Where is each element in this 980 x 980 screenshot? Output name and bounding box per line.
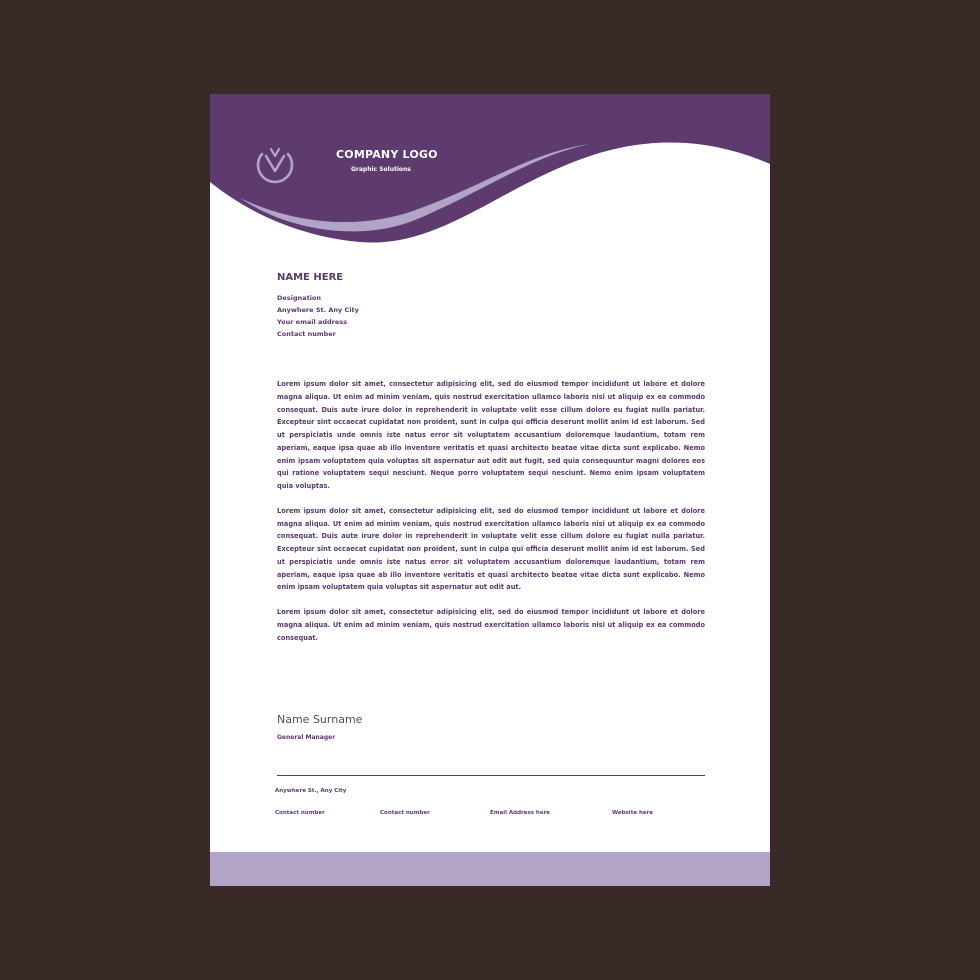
signer-title: General Manager <box>277 734 336 741</box>
letter-body <box>277 378 705 656</box>
footer-divider <box>277 775 705 776</box>
company-logo-text: COMPANY LOGO <box>336 148 438 161</box>
v-check-circle-icon <box>254 144 296 186</box>
letterhead-page <box>210 94 770 886</box>
body-paragraph: Lorem ipsum dolor sit amet, consectetur adipisicing elit, sed do eiusmod tempor incididunt ut labore et dolore magna aliqua. Ut enim ad minim veniam, quis nostrud exercitation ullamco laboris nisi ut aliquip ex ea commodo consequat. Duis aute irure dolor in reprehenderit in voluptate velit esse cillum dolore eu fugiat nulla pariatur. Excepteur sint occaecat cupidatat non proident, sunt in culpa qui officia deserunt mollit anim id est laborum. Sed ut perspiciatis unde omnis iste natus error sit voluptatem accusantium doloremque laudantium, totam rem aperiam, eaque ipsa quae ab illo inventore veritatis et quasi architecto beatae vitae dicta sunt explicabo. Nemo enim ipsam voluptatem quia voluptas sit aspernatur aut odit aut fugit, sed quia consequuntur magni dolores eos qui ratione voluptatem sequi nesciunt. Neque porro voluptatem sequi nesciunt. Nemo enim ipsam voluptatem quia voluptas. <box>277 380 705 490</box>
sender-details <box>277 292 359 340</box>
footer-contact-2: Contact number <box>380 810 430 816</box>
body-paragraph: Lorem ipsum dolor sit amet, consectetur adipisicing elit, sed do eiusmod tempor incididunt ut labore et dolore magna aliqua. Ut enim ad minim veniam, quis nostrud exercitation ullamco laboris nisi ut aliquip ex ea commodo consequat. Duis aute irure dolor in reprehenderit in voluptate velit esse cillum dolore eu fugiat nulla pariatur. Excepteur sint occaecat cupidatat non proident, sunt in culpa qui officia deserunt mollit anim id est laborum. Sed ut perspiciatis unde omnis iste natus error sit voluptatem accusantium doloremque laudantium, totam rem aperiam, eaque ipsa quae ab illo inventore veritatis et quasi architecto beatae vitae dicta sunt explicabo. Nemo enim ipsam voluptatem quia voluptas sit aspernatur aut odit aut. <box>277 506 705 592</box>
footer-address: Anywhere St., Any City <box>275 788 347 794</box>
sender-name: NAME HERE <box>277 272 344 283</box>
company-tagline: Graphic Solutions <box>351 166 411 173</box>
sender-contact: Contact number <box>277 330 336 338</box>
body-paragraph: Lorem ipsum dolor sit amet, consectetur adipisicing elit, sed do eiusmod tempor incididunt ut labore et dolore magna aliqua. Ut enim ad minim veniam, quis nostrud exercitation ullamco laboris nisi ut aliquip ex ea commodo consequat. <box>277 608 705 642</box>
sender-address: Anywhere St. Any City <box>277 306 359 314</box>
footer-email: Email Address here <box>490 810 551 816</box>
footer-contact-1: Contact number <box>275 810 325 816</box>
footer-color-band <box>210 852 770 886</box>
sender-designation: Designation <box>277 294 321 302</box>
footer-website: Website here <box>612 810 654 816</box>
sender-email: Your email address <box>277 318 348 326</box>
signer-name: Name Surname <box>277 713 363 726</box>
